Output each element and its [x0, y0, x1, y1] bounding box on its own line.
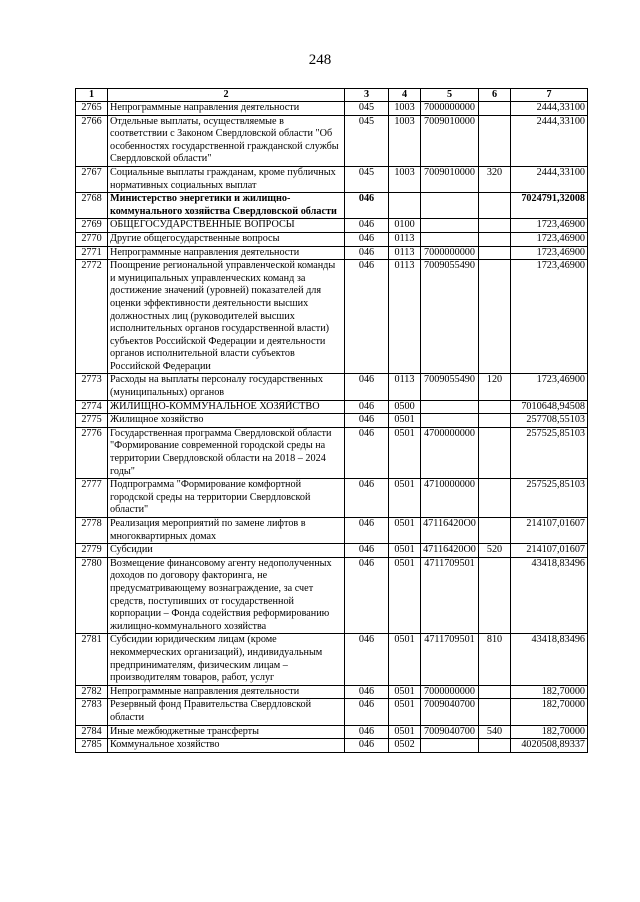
target-article-cell: 4711709501 — [421, 634, 479, 685]
row-name-cell: ОБЩЕГОСУДАРСТВЕННЫЕ ВОПРОСЫ — [108, 219, 345, 233]
row-number-cell: 2779 — [76, 544, 108, 558]
row-number-cell: 2772 — [76, 260, 108, 374]
row-number-cell: 2776 — [76, 427, 108, 478]
target-article-cell: 4700000000 — [421, 427, 479, 478]
target-article-cell: 7009055490 — [421, 260, 479, 374]
amount-cell: 182,70000 — [511, 699, 588, 725]
amount-cell: 257525,85103 — [511, 427, 588, 478]
amount-cell: 257525,85103 — [511, 479, 588, 518]
ministry-code-cell: 045 — [345, 166, 389, 192]
amount-cell: 2444,33100 — [511, 102, 588, 116]
section-code-cell: 0501 — [389, 544, 421, 558]
section-code-cell: 0501 — [389, 685, 421, 699]
target-article-cell — [421, 232, 479, 246]
table-row — [76, 685, 588, 699]
column-header: 7 — [511, 89, 588, 102]
ministry-code-cell: 046 — [345, 400, 389, 414]
amount-cell: 7010648,94508 — [511, 400, 588, 414]
section-code-cell: 0501 — [389, 414, 421, 428]
row-number-cell: 2785 — [76, 739, 108, 753]
row-number-cell: 2780 — [76, 557, 108, 634]
section-code-cell: 0502 — [389, 739, 421, 753]
amount-cell: 182,70000 — [511, 725, 588, 739]
expense-type-cell — [479, 102, 511, 116]
table-row — [76, 219, 588, 233]
ministry-code-cell: 046 — [345, 246, 389, 260]
section-code-cell: 0501 — [389, 725, 421, 739]
table-row — [76, 634, 588, 685]
expense-type-cell: 520 — [479, 544, 511, 558]
target-article-cell: 7009055490 — [421, 374, 479, 400]
table-row — [76, 414, 588, 428]
target-article-cell: 7000000000 — [421, 102, 479, 116]
expense-type-cell — [479, 557, 511, 634]
ministry-code-cell: 046 — [345, 414, 389, 428]
expense-type-cell — [479, 479, 511, 518]
ministry-code-cell: 046 — [345, 739, 389, 753]
section-code-cell: 0501 — [389, 479, 421, 518]
section-code-cell — [389, 193, 421, 219]
ministry-code-cell: 046 — [345, 374, 389, 400]
row-number-cell: 2777 — [76, 479, 108, 518]
target-article-cell: 4711709501 — [421, 557, 479, 634]
amount-cell: 1723,46900 — [511, 246, 588, 260]
expense-type-cell — [479, 219, 511, 233]
table-row — [76, 544, 588, 558]
amount-cell: 1723,46900 — [511, 232, 588, 246]
table-row — [76, 102, 588, 116]
section-code-cell: 1003 — [389, 102, 421, 116]
expense-type-cell — [479, 193, 511, 219]
row-name-cell: Подпрограмма "Формирование комфортной городской среды на территории Свердловской области" — [108, 479, 345, 518]
target-article-cell: 7000000000 — [421, 246, 479, 260]
amount-cell: 1723,46900 — [511, 219, 588, 233]
row-number-cell: 2783 — [76, 699, 108, 725]
target-article-cell — [421, 193, 479, 219]
row-name-cell: Государственная программа Свердловской области "Формирование современной городской среды на территории Свердловской области на 2018 – 2024 годы" — [108, 427, 345, 478]
expense-type-cell: 810 — [479, 634, 511, 685]
row-number-cell: 2773 — [76, 374, 108, 400]
row-name-cell: Министерство энергетики и жилищно-коммунального хозяйства Свердловской области — [108, 193, 345, 219]
section-code-cell: 0113 — [389, 232, 421, 246]
row-name-cell: Субсидии — [108, 544, 345, 558]
expense-type-cell — [479, 400, 511, 414]
row-number-cell: 2782 — [76, 685, 108, 699]
ministry-code-cell: 046 — [345, 193, 389, 219]
expense-type-cell — [479, 260, 511, 374]
table-row — [76, 427, 588, 478]
table-row — [76, 699, 588, 725]
row-number-cell: 2770 — [76, 232, 108, 246]
column-header: 5 — [421, 89, 479, 102]
table-row — [76, 246, 588, 260]
expense-type-cell — [479, 739, 511, 753]
ministry-code-cell: 046 — [345, 699, 389, 725]
table-row — [76, 260, 588, 374]
column-header: 2 — [108, 89, 345, 102]
row-number-cell: 2768 — [76, 193, 108, 219]
row-name-cell: Поощрение региональной управленческой команды и муниципальных управленческих команд за достижение значений (уровней) показателей для оценки эффективности деятельности высших должностных лиц (руководителей высших исполнительных органов государственной власти) субъектов Российской Федерации и деятельности органов исполнительной власти субъектов Российской Федерации — [108, 260, 345, 374]
row-name-cell: Расходы на выплаты персоналу государственных (муниципальных) органов — [108, 374, 345, 400]
ministry-code-cell: 046 — [345, 544, 389, 558]
table-row — [76, 232, 588, 246]
ministry-code-cell: 046 — [345, 260, 389, 374]
section-code-cell: 0113 — [389, 374, 421, 400]
amount-cell: 257708,55103 — [511, 414, 588, 428]
expense-type-cell — [479, 427, 511, 478]
target-article-cell: 7009040700 — [421, 699, 479, 725]
ministry-code-cell: 045 — [345, 102, 389, 116]
expense-type-cell — [479, 115, 511, 166]
section-code-cell: 0500 — [389, 400, 421, 414]
row-name-cell: Непрограммные направления деятельности — [108, 102, 345, 116]
table-row — [76, 193, 588, 219]
row-name-cell: Социальные выплаты гражданам, кроме публичных нормативных социальных выплат — [108, 166, 345, 192]
section-code-cell: 1003 — [389, 166, 421, 192]
amount-cell: 2444,33100 — [511, 115, 588, 166]
amount-cell: 1723,46900 — [511, 260, 588, 374]
target-article-cell: 7000000000 — [421, 685, 479, 699]
amount-cell: 43418,83496 — [511, 557, 588, 634]
section-code-cell: 0113 — [389, 260, 421, 374]
table-row — [76, 166, 588, 192]
ministry-code-cell: 046 — [345, 685, 389, 699]
row-name-cell: Субсидии юридическим лицам (кроме некоммерческих организаций), индивидуальным предпринимателям, физическим лицам – производителям товаров, работ, услуг — [108, 634, 345, 685]
column-header: 1 — [76, 89, 108, 102]
target-article-cell: 7009010000 — [421, 115, 479, 166]
target-article-cell — [421, 219, 479, 233]
ministry-code-cell: 046 — [345, 232, 389, 246]
table-row — [76, 725, 588, 739]
amount-cell: 4020508,89337 — [511, 739, 588, 753]
row-name-cell: Непрограммные направления деятельности — [108, 685, 345, 699]
column-header: 6 — [479, 89, 511, 102]
ministry-code-cell: 045 — [345, 115, 389, 166]
ministry-code-cell: 046 — [345, 479, 389, 518]
row-number-cell: 2778 — [76, 518, 108, 544]
ministry-code-cell: 046 — [345, 518, 389, 544]
target-article-cell: 7009040700 — [421, 725, 479, 739]
row-number-cell: 2767 — [76, 166, 108, 192]
target-article-cell: 47116420О0 — [421, 518, 479, 544]
table-row — [76, 374, 588, 400]
column-header: 3 — [345, 89, 389, 102]
row-number-cell: 2784 — [76, 725, 108, 739]
expense-type-cell — [479, 685, 511, 699]
table-body — [76, 102, 588, 753]
expense-type-cell — [479, 246, 511, 260]
amount-cell: 214107,01607 — [511, 518, 588, 544]
target-article-cell: 7009010000 — [421, 166, 479, 192]
amount-cell: 214107,01607 — [511, 544, 588, 558]
section-code-cell: 0501 — [389, 427, 421, 478]
expense-type-cell: 540 — [479, 725, 511, 739]
row-name-cell: Возмещение финансовому агенту недополученных доходов по договору факторинга, не предусматривающему вознаграждение, за счет средств, поступивших от государственной корпорации – Фонда содействия реформированию жилищно-коммунального хозяйства — [108, 557, 345, 634]
row-name-cell: ЖИЛИЩНО-КОММУНАЛЬНОЕ ХОЗЯЙСТВО — [108, 400, 345, 414]
row-number-cell: 2765 — [76, 102, 108, 116]
table-row — [76, 739, 588, 753]
ministry-code-cell: 046 — [345, 557, 389, 634]
row-name-cell: Отдельные выплаты, осуществляемые в соответствии с Законом Свердловской области "Об особенностях государственной гражданской службы Свердловской области" — [108, 115, 345, 166]
section-code-cell: 0501 — [389, 518, 421, 544]
expense-type-cell: 320 — [479, 166, 511, 192]
row-name-cell: Коммунальное хозяйство — [108, 739, 345, 753]
amount-cell: 2444,33100 — [511, 166, 588, 192]
section-code-cell: 0113 — [389, 246, 421, 260]
table-row — [76, 518, 588, 544]
expense-type-cell — [479, 232, 511, 246]
table-row — [76, 479, 588, 518]
target-article-cell — [421, 739, 479, 753]
page-number: 248 — [308, 52, 332, 68]
amount-cell: 182,70000 — [511, 685, 588, 699]
row-name-cell: Реализация мероприятий по замене лифтов в многоквартирных домах — [108, 518, 345, 544]
section-code-cell: 0501 — [389, 634, 421, 685]
target-article-cell — [421, 414, 479, 428]
amount-cell: 43418,83496 — [511, 634, 588, 685]
row-number-cell: 2769 — [76, 219, 108, 233]
row-name-cell: Резервный фонд Правительства Свердловской области — [108, 699, 345, 725]
expense-type-cell — [479, 518, 511, 544]
ministry-code-cell: 046 — [345, 725, 389, 739]
ministry-code-cell: 046 — [345, 634, 389, 685]
row-name-cell: Жилищное хозяйство — [108, 414, 345, 428]
section-code-cell: 1003 — [389, 115, 421, 166]
expense-type-cell — [479, 699, 511, 725]
column-header: 4 — [389, 89, 421, 102]
row-number-cell: 2781 — [76, 634, 108, 685]
budget-table — [75, 88, 588, 753]
table-row — [76, 400, 588, 414]
amount-cell: 7024791,32008 — [511, 193, 588, 219]
row-name-cell: Непрограммные направления деятельности — [108, 246, 345, 260]
target-article-cell: 4710000000 — [421, 479, 479, 518]
row-number-cell: 2766 — [76, 115, 108, 166]
row-name-cell: Иные межбюджетные трансферты — [108, 725, 345, 739]
table-row — [76, 115, 588, 166]
row-number-cell: 2774 — [76, 400, 108, 414]
row-number-cell: 2771 — [76, 246, 108, 260]
row-name-cell: Другие общегосударственные вопросы — [108, 232, 345, 246]
section-code-cell: 0501 — [389, 557, 421, 634]
expense-type-cell — [479, 414, 511, 428]
ministry-code-cell: 046 — [345, 427, 389, 478]
amount-cell: 1723,46900 — [511, 374, 588, 400]
expense-type-cell: 120 — [479, 374, 511, 400]
row-number-cell: 2775 — [76, 414, 108, 428]
section-code-cell: 0501 — [389, 699, 421, 725]
header-row — [76, 89, 588, 102]
target-article-cell — [421, 400, 479, 414]
table-row — [76, 557, 588, 634]
section-code-cell: 0100 — [389, 219, 421, 233]
ministry-code-cell: 046 — [345, 219, 389, 233]
target-article-cell: 47116420О0 — [421, 544, 479, 558]
